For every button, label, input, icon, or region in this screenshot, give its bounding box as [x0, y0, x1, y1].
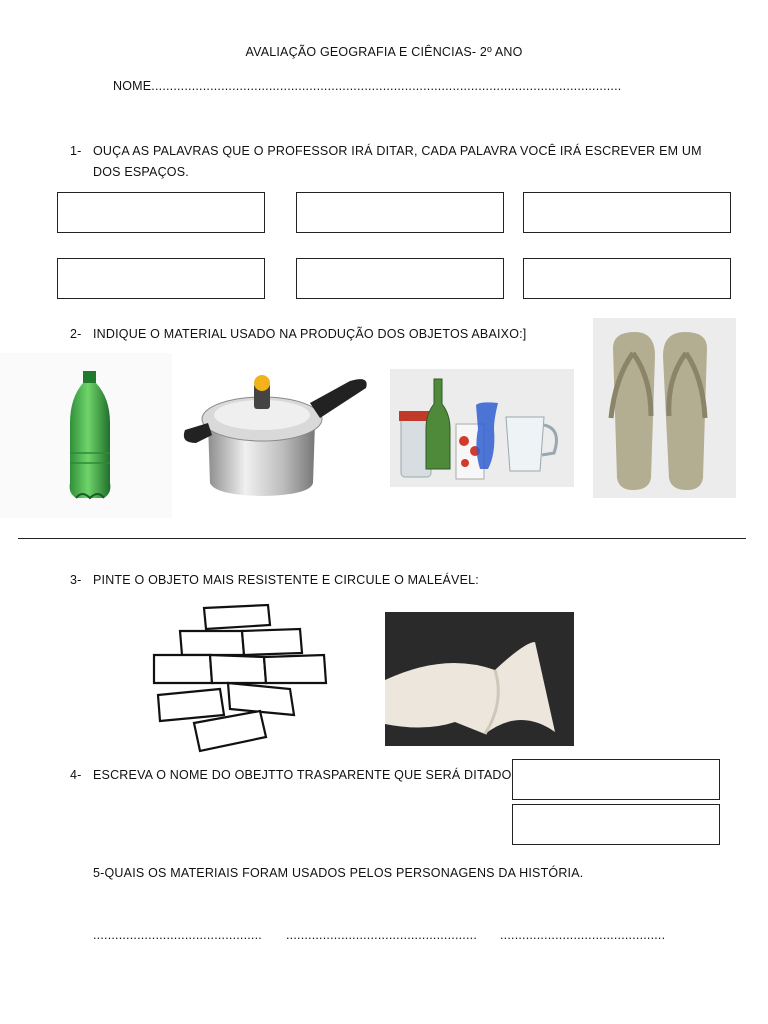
- q3-text: PINTE O OBJETO MAIS RESISTENTE E CIRCULE O MALEÁVEL:: [93, 573, 479, 587]
- q2-text: INDIQUE O MATERIAL USADO NA PRODUÇÃO DOS OBJETOS ABAIXO:]: [93, 327, 527, 341]
- pressure-cooker-image: [180, 363, 370, 518]
- q1-answer-box-5[interactable]: [296, 258, 504, 299]
- q4-answer-box-2[interactable]: [512, 804, 720, 845]
- q1-answer-box-3[interactable]: [523, 192, 731, 233]
- glass-objects-image: [390, 369, 574, 487]
- section-divider: [18, 538, 746, 539]
- q1-number: 1-: [70, 144, 82, 158]
- q5-blank-2[interactable]: ....................................................: [286, 928, 477, 942]
- plastic-bottle-image: [0, 353, 172, 518]
- q4-number: 4-: [70, 768, 82, 782]
- flip-flops-image: [593, 318, 736, 498]
- q1-text-line2: DOS ESPAÇOS.: [93, 165, 189, 179]
- q1-answer-box-2[interactable]: [296, 192, 504, 233]
- q5-text: 5-QUAIS OS MATERIAIS FORAM USADOS PELOS PERSONAGENS DA HISTÓRIA.: [93, 866, 584, 880]
- q4-answer-box-1[interactable]: [512, 759, 720, 800]
- q1-answer-box-1[interactable]: [57, 192, 265, 233]
- page-title: AVALIAÇÃO GEOGRAFIA E CIÊNCIAS- 2º ANO: [245, 45, 523, 59]
- q3-number: 3-: [70, 573, 82, 587]
- q5-blank-1[interactable]: ..............................................: [93, 928, 262, 942]
- bricks-image: [150, 603, 328, 758]
- name-field-line[interactable]: NOME................................................................................................................................: [113, 79, 622, 93]
- q4-text: ESCREVA O NOME DO OBEJTTO TRASPARENTE QUE SERÁ DITADO: [93, 768, 512, 782]
- paper-sheet-image: [385, 612, 574, 746]
- q1-answer-box-4[interactable]: [57, 258, 265, 299]
- q1-answer-box-6[interactable]: [523, 258, 731, 299]
- q5-blank-3[interactable]: .............................................: [500, 928, 666, 942]
- q1-text-line1: OUÇA AS PALAVRAS QUE O PROFESSOR IRÁ DITAR, CADA PALAVRA VOCÊ IRÁ ESCREVER EM UM: [93, 144, 702, 158]
- q2-number: 2-: [70, 327, 82, 341]
